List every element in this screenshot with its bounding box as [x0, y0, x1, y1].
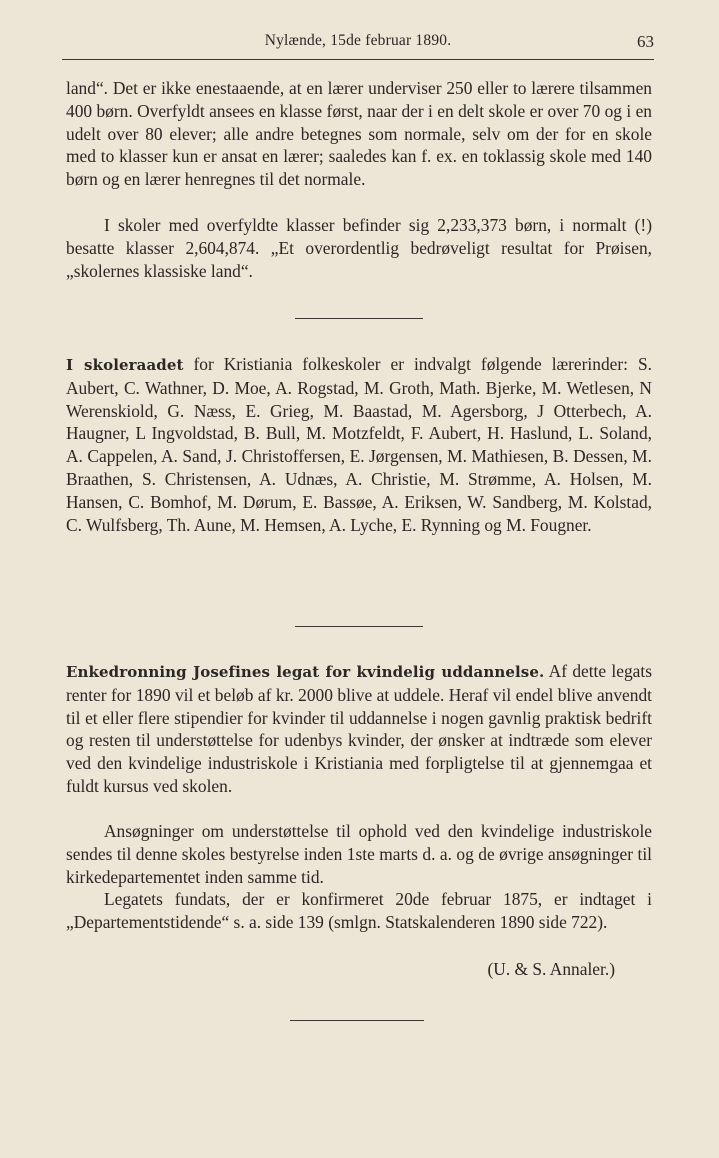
article-2-heading: I skoleraadet: [66, 356, 184, 374]
section-divider: [295, 626, 423, 627]
running-header: [62, 32, 654, 60]
article-3-paragraph-1: [66, 660, 652, 798]
article-3-paragraph-2: Ansøgninger om understøttelse til ophold ved den kvindelige industriskole sendes til denne skoles bestyrelse inden 1ste marts d. a. og de øvrige ansøgninger til kirkedepartementet inden samme tid.: [66, 821, 652, 887]
header-title: Nylænde, 15de februar 1890.: [264, 32, 452, 49]
article-3-paragraph-3: Legatets fundats, der er konfirmeret 20de februar 1875, er indtaget i „Departementstidende“ s. a. side 139 (smlgn. Statskalenderen 1890 side 722).: [66, 889, 652, 932]
article-1-paragraph-2: I skoler med overfyldte klasser befinder sig 2,233,373 børn, i normalt (!) besatte klasser 2,604,874. „Et overordentlig bedrøveligt resultat for Prøisen, „skolernes klassiske land“.: [66, 215, 652, 281]
page-number: 63: [637, 32, 654, 51]
header-rule: [62, 59, 654, 60]
attribution: (U. & S. Annaler.): [487, 959, 615, 979]
article-2-paragraph: [66, 353, 652, 536]
article-3-body: Af dette legats renter for 1890 vil et beløb af kr. 2000 blive at uddele. Heraf vil endel blive anvendt til et eller flere stipendier for kvinder til uddannelse i nogen gavnlig praktisk bedrift og resten til understøttelse for udenbys kvinder, der ønsker at indtræde som elever ved den kvindelige industriskole i Kristiania med forpligtelse til at gjennemgaa et fuldt kursus ved skolen.: [66, 661, 652, 796]
article-1-paragraph-1: land“. Det er ikke enestaaende, at en lærer underviser 250 eller to lærere tilsammen 400 børn. Overfyldt ansees en klasse først, naar der i en delt skole er over 70 og i en udelt over 80 elever; alle andre betegnes som normale, selv om der for en skole med to klasser kun er ansat en lærer; saaledes kan f. ex. en toklassig skole med 140 børn og en lærer henregnes til det normale.: [66, 78, 652, 190]
article-2-body: for Kristiania folkeskoler er indvalgt følgende lærerinder: S. Aubert, C. Wathner, D. Moe, A. Rogstad, M. Groth, Math. Bjerke, M. Wetlesen, N Werenskiold, G. Næss, E. Grieg, M. Baastad, M. Agersborg, J Otterbech, A. Haugner, L Ingvoldstad, B. Bull, M. Motzfeldt, F. Aubert, H. Haslund, L. Soland, A. Cappelen, A. Sand, J. Christoffersen, E. Jørgensen, M. Mathiesen, B. Dessen, M. Braathen, S. Christensen, A. Udnæs, A. Christie, M. Strømme, A. Holsen, M. Hansen, C. Bomhof, M. Dørum, E. Bassøe, A. Eriksen, W. Sandberg, M. Kolstad, C. Wulfsberg, Th. Aune, M. Hemsen, A. Lyche, E. Rynning og M. Fougner.: [66, 354, 652, 535]
article-3-heading: Enkedronning Josefines legat for kvindelig uddannelse.: [66, 663, 545, 681]
section-divider: [290, 1020, 424, 1021]
section-divider: [295, 318, 423, 319]
